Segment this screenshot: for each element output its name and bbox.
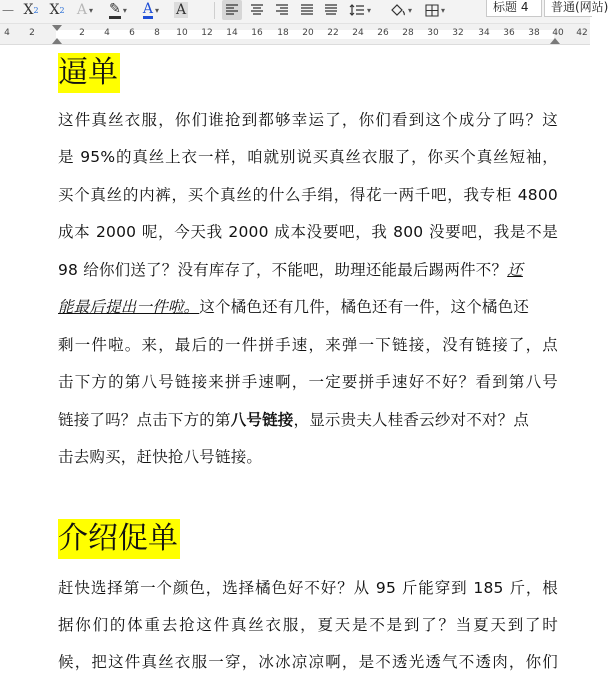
align-left-button[interactable] [222, 0, 242, 20]
underlined-italic-text: 还 [507, 261, 523, 279]
ruler-tick: 16 [251, 28, 263, 38]
ruler-tick: 28 [402, 28, 414, 38]
hanging-indent-marker[interactable] [52, 38, 62, 44]
style-select-2[interactable] [544, 0, 608, 17]
font-color-button[interactable]: A ▾ [142, 0, 160, 17]
clear-format-button[interactable]: A ▾ [76, 2, 94, 18]
line-spacing-button[interactable]: ▾ [345, 0, 375, 20]
align-right-button[interactable] [272, 0, 292, 20]
ruler-tick: 36 [503, 28, 515, 38]
paragraph-line[interactable]: 击去购买，赶快抢八号链接。 [58, 448, 263, 466]
underlined-italic-text: 能最后提出一件啦。 [58, 298, 200, 316]
char-shading-button[interactable] [170, 0, 192, 20]
highlight-button[interactable]: ✎ ▾ [109, 0, 127, 17]
ruler-tick: 4 [104, 28, 110, 38]
ruler-tick: 2 [29, 28, 35, 38]
paragraph-line[interactable]: 是 95%的真丝上衣一样，咱就别说买真丝衣服了，你买个真丝短袖， [58, 148, 558, 166]
text-run: 这个橘色还有几件，橘色还有一件，这个橘色还 [199, 298, 530, 316]
ruler-tick: 8 [154, 28, 160, 38]
paragraph-line[interactable]: 成本 2000 呢，今天我 2000 成本没要吧，我 800 没要吧，我是不是 [58, 223, 558, 241]
paragraph-line[interactable]: 这件真丝衣服，你们谁抢到都够幸运了，你们看到这个成分了吗？这 [58, 111, 558, 129]
border-button[interactable]: ▾ [420, 0, 450, 20]
text-run: ，显示贵夫人桂香云纱对不对？点 [293, 411, 530, 429]
superscript-button[interactable]: X 2 [23, 2, 39, 18]
clear-format-icon: A [76, 2, 88, 18]
shading-button[interactable]: ▾ [386, 0, 416, 20]
paragraph-line[interactable] [58, 410, 558, 430]
ruler-tick: 40 [552, 28, 564, 38]
paragraph-line[interactable]: 赶快选择第一个颜色，选择橘色好不好？从 95 斤能穿到 185 斤，根 [58, 579, 558, 597]
align-center-button[interactable] [247, 0, 267, 20]
style-select-value: 标题 4 [493, 0, 529, 14]
heading-closing-sale[interactable]: 逼单 [58, 53, 120, 93]
style-select[interactable] [486, 0, 542, 17]
paragraph-line[interactable]: 击下方的第八号链接来拼手速啊，一定要拼手速好不好？看到第八号 [58, 373, 558, 391]
ruler-tick: 32 [452, 28, 464, 38]
ruler-tick: 14 [226, 28, 238, 38]
justify-button[interactable] [297, 0, 317, 20]
ruler-tick: 34 [478, 28, 490, 38]
style-select-2-value: 普通(网站) [551, 0, 608, 14]
distributed-icon [324, 4, 338, 16]
text-run: 98 给你们送了？没有库存了，不能吧，助理还能最后踢两件不？ [58, 261, 508, 279]
ruler-tick: 42 [576, 28, 588, 38]
line-spacing-icon [349, 4, 365, 16]
ruler-tick: 22 [327, 28, 339, 38]
paragraph-line[interactable] [58, 260, 558, 280]
horizontal-ruler[interactable] [0, 24, 590, 45]
document-page[interactable] [0, 46, 590, 681]
formatting-toolbar [0, 0, 608, 24]
font-color-icon: A [142, 0, 154, 17]
ruler-tick: 26 [377, 28, 389, 38]
toolbar-separator [214, 2, 215, 19]
paragraph-line[interactable] [58, 297, 558, 317]
subscript-icon: X [49, 2, 60, 18]
ruler-tick: 12 [201, 28, 213, 38]
subscript-button[interactable]: X 2 [49, 2, 65, 18]
bold-text: 八号链接 [230, 411, 294, 429]
border-grid-icon [425, 4, 439, 17]
ruler-tick: 24 [352, 28, 364, 38]
strikethrough-button[interactable]: — [2, 3, 14, 17]
first-line-indent-marker[interactable] [52, 25, 62, 31]
distributed-button[interactable] [321, 0, 341, 20]
right-indent-marker[interactable] [550, 38, 560, 44]
ruler-tick: 6 [129, 28, 135, 38]
ruler-tick: 18 [277, 28, 289, 38]
align-right-icon [275, 4, 289, 16]
paragraph-line[interactable]: 买个真丝的内裤，买个真丝的什么手绢，得花一两千吧，我专柜 4800 [58, 186, 558, 204]
highlight-icon: ✎ [109, 0, 121, 17]
ruler-tick: 30 [427, 28, 439, 38]
text-run: 链接了吗？点击下方的第 [58, 411, 231, 429]
align-left-icon [225, 4, 239, 16]
heading-introduce-promote[interactable]: 介绍促单 [58, 519, 180, 559]
paint-bucket-icon [390, 4, 406, 17]
superscript-icon: X [23, 2, 34, 18]
paragraph-line[interactable]: 剩一件啦。来，最后的一件拼手速，来弹一下链接，没有链接了，点 [58, 336, 558, 354]
char-shading-icon: A [175, 2, 187, 18]
paragraph-line[interactable]: 据你们的体重去抢这件真丝衣服，夏天是不是到了？当夏天到了时 [58, 616, 558, 634]
ruler-tick: 2 [79, 28, 85, 38]
ruler-tick: 10 [176, 28, 188, 38]
ruler-tick: 38 [528, 28, 540, 38]
align-center-icon [250, 4, 264, 16]
paragraph-line[interactable]: 候，把这件真丝衣服一穿，冰冰凉凉啊，是不透光透气不透肉，你们 [58, 653, 558, 671]
ruler-tick: 4 [4, 28, 10, 38]
justify-icon [300, 4, 314, 16]
ruler-tick: 20 [302, 28, 314, 38]
